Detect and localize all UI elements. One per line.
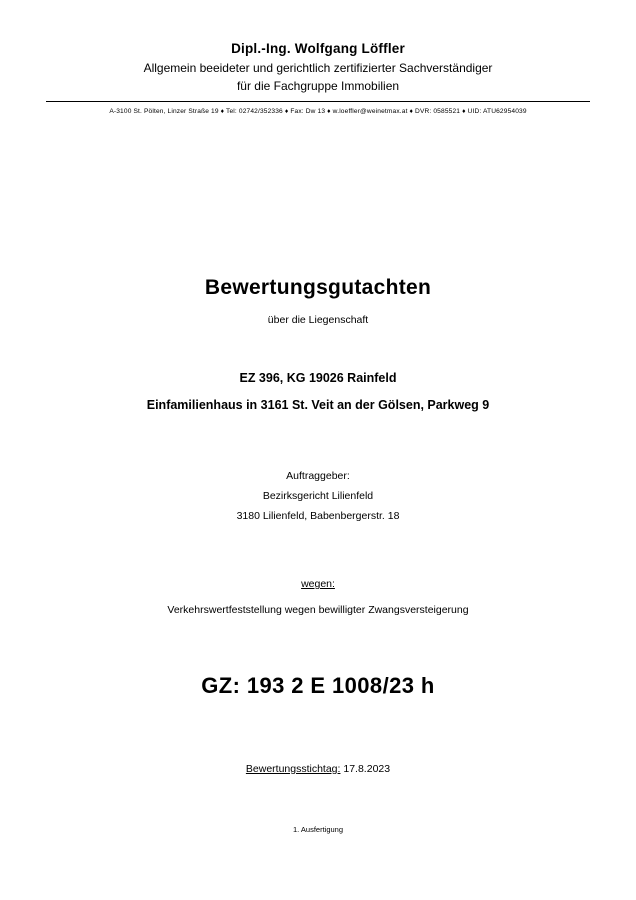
- valuation-date: [46, 763, 590, 775]
- property-registration: EZ 396, KG 19026 Rainfeld: [239, 371, 397, 386]
- client-block: [46, 467, 590, 527]
- expert-qualification-line-1: Allgemein beeideter und gerichtlich zertifizierter Sachverständiger: [143, 61, 493, 76]
- page-title: Bewertungsgutachten: [204, 276, 432, 300]
- reason-block: [46, 575, 590, 621]
- expert-qualification-line-2: für die Fachgruppe Immobilien: [236, 78, 400, 93]
- letterhead: [46, 0, 590, 116]
- client-name: Bezirksgericht Lilienfeld: [262, 490, 374, 503]
- case-number: GZ: 193 2 E 1008/23 h: [201, 672, 435, 698]
- valuation-date-value: 17.8.2023: [343, 762, 391, 775]
- subject-block: [46, 368, 590, 415]
- copy-note: 1. Ausfertigung: [292, 824, 344, 834]
- page-subtitle: über die Liegenschaft: [267, 314, 369, 327]
- contact-details: A-3100 St. Pölten, Linzer Straße 19 ♦ Tel: 02742/352336 ♦ Fax: Dw 13 ♦ w.loeffler@weinetmax.at ♦ DVR: 0585521 ♦ UID: ATU62954039: [109, 108, 527, 115]
- reason-label: wegen:: [301, 578, 335, 591]
- expert-name: Dipl.-Ing. Wolfgang Löffler: [231, 41, 405, 56]
- valuation-date-label: Bewertungsstichtag:: [245, 762, 341, 775]
- client-address: 3180 Lilienfeld, Babenbergerstr. 18: [236, 510, 400, 523]
- reason-text: Verkehrswertfeststellung wegen bewilligter Zwangsversteigerung: [167, 603, 469, 616]
- property-address: Einfamilienhaus in 3161 St. Veit an der Gölsen, Parkweg 9: [146, 398, 490, 413]
- client-label: Auftraggeber:: [286, 470, 350, 483]
- letterhead-divider: [46, 101, 590, 102]
